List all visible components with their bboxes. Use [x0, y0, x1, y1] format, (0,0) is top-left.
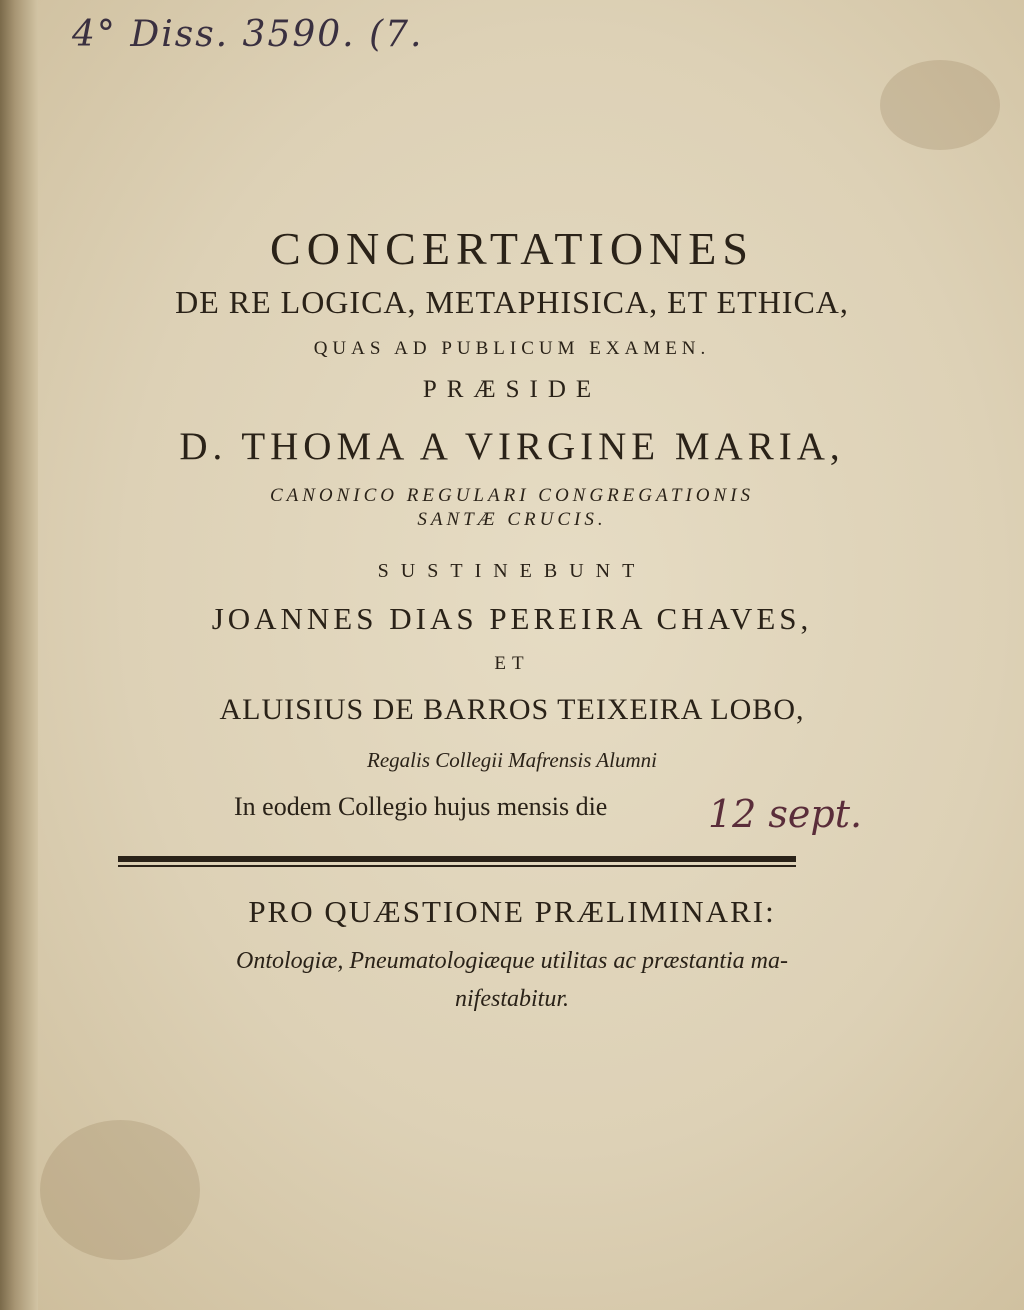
college-line: Regalis Collegii Mafrensis Alumni: [367, 748, 657, 772]
date-line: In eodem Collegio hujus mensis die: [234, 792, 608, 821]
handwritten-date: 12 sept.: [708, 792, 863, 836]
divider-rule: [118, 856, 796, 862]
quaestio-heading: PRO QUÆSTIONE PRÆLIMINARI:: [248, 894, 776, 929]
document-title: CONCERTATIONES: [270, 223, 754, 274]
examen-line: QUAS AD PUBLICUM EXAMEN.: [313, 338, 711, 359]
president-name: D. THOMA A VIRGINE MARIA,: [179, 425, 845, 468]
document-subtitle: DE RE LOGICA, METAPHISICA, ET ETHICA,: [175, 284, 849, 320]
quaestio-text-line-1: Ontologiæ, Pneumatologiæque utilitas ac præstantia ma-: [236, 948, 788, 974]
paper-stain: [880, 60, 1000, 150]
defendant-1-name: JOANNES DIAS PEREIRA CHAVES,: [211, 601, 813, 636]
preside-label: PRÆSIDE: [422, 376, 602, 403]
quaestio-text-line-2: nifestabitur.: [454, 986, 569, 1012]
paper-stain: [40, 1120, 200, 1260]
canonico-line-2: SANTÆ CRUCIS.: [417, 509, 607, 530]
handwritten-shelfmark: 4° Diss. 3590. (7.: [72, 14, 424, 55]
divider-rule-thin: [118, 865, 796, 867]
canonico-line-1: CANONICO REGULARI CONGREGATIONIS: [269, 485, 755, 506]
defendant-2-name: ALUISIUS DE BARROS TEIXEIRA LOBO,: [219, 693, 805, 726]
sustinebunt-label: SUSTINEBUNT: [377, 560, 647, 582]
et-conjunction: ET: [494, 653, 530, 674]
